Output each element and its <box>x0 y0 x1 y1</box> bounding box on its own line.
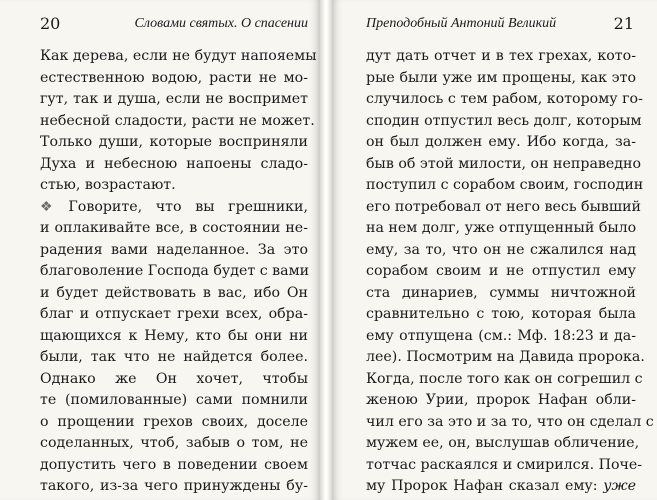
text-line: ему, за то, что он не сжалился над <box>366 241 636 258</box>
text-line: ста динариев, суммы ничтожной <box>366 284 636 301</box>
text-line: Духа и небесною напоены сладо- <box>40 155 308 172</box>
paragraph-start-line <box>40 197 308 219</box>
text-line: мужем ее, он, выслушав обличение, <box>366 435 640 451</box>
right-page <box>332 0 657 500</box>
text-line: такого, из-за чего принуждены бу- <box>40 478 308 494</box>
text-line: Говорите, что вы грешники, <box>68 198 308 215</box>
text-line: му Пророк Нафан сказал ему: <box>366 478 598 494</box>
text-line: тотчас раскаялся и смирился. Поче- <box>366 456 643 473</box>
page-number: 20 <box>40 14 61 33</box>
text-line: соделанных, чтоб, забыв о том, не <box>40 435 308 451</box>
left-page <box>0 0 320 500</box>
last-text-line <box>366 476 636 498</box>
italic-text: уже <box>603 478 636 494</box>
text-line: радения вами наделанное. За это <box>40 241 308 258</box>
text-line: естественною водою, расти не мо- <box>40 69 308 86</box>
text-line: гут, так и душа, если не воспримет <box>40 91 308 107</box>
text-line: Только души, которые восприняли <box>40 134 308 150</box>
text-line: сподин отпустил весь долг, которым <box>366 112 642 129</box>
left-page-header <box>40 14 308 38</box>
text-line: ему отпущена (см.: Мф. 18:23 и да- <box>366 327 636 344</box>
text-line: о прощении грехов своих, доселе <box>40 413 308 430</box>
text-line: были, так что не найдется более. <box>40 349 308 365</box>
text-line: лее). Посмотрим на Давида пророка. <box>366 349 645 365</box>
text-line: и оплакивайте все, в состоянии не- <box>40 220 308 236</box>
text-line: поступил с сорабом своим, господин <box>366 177 644 193</box>
text-line: на нем долг, уже отпущенный было <box>366 220 637 236</box>
right-page-header <box>366 14 634 38</box>
text-line: благоволение Господа будет с вами <box>40 263 310 279</box>
right-page-text <box>366 46 654 498</box>
text-line: женою Урии, пророк Нафан обли- <box>366 392 636 408</box>
text-line: Когда, после того как он согрешил с <box>366 370 643 387</box>
text-line: чил его за это и за то, что он сделал с <box>366 413 654 430</box>
text-line: быв об этой милости, он неправедно <box>366 155 642 172</box>
text-line: сравнительно с тою, которая была <box>366 306 636 322</box>
text-line: стью, возрастают. <box>40 177 176 193</box>
text-line: благ и отпускает грехи всех, обра- <box>40 306 308 322</box>
ornament-icon: ❖ <box>40 198 53 215</box>
text-line: те (помилованные) сами помнили <box>40 392 308 408</box>
text-line: небесной сладости, расти не может. <box>40 112 315 129</box>
left-page-text <box>40 46 317 498</box>
text-line: и будет действовать в вас, ибо Он <box>40 284 308 301</box>
text-line: Как дерева, если не будут напояемы <box>40 48 317 64</box>
text-line: сорабом своим и не отпустил ему <box>366 263 636 279</box>
text-line: Однако же Он хочет, чтобы <box>40 370 308 387</box>
text-line: его потребовал от него весь бывший <box>366 198 641 215</box>
text-line: допустить чего в поведении своем <box>40 456 308 473</box>
running-title: Преподобный Антоний Великий <box>366 16 557 31</box>
running-title: Словами святых. О спасении <box>134 16 308 31</box>
text-line: щающихся к Нему, кто бы они ни <box>40 327 308 344</box>
text-line: случилось с тем рабом, которому го- <box>366 91 643 107</box>
book-gutter <box>320 0 332 500</box>
text-line: рые были уже им прощены, как это <box>366 69 636 86</box>
text-line: он был должен ему. Ибо когда, за- <box>366 134 636 150</box>
text-line: дут дать отчет и в тех грехах, кото- <box>366 48 636 64</box>
page-number: 21 <box>613 14 634 33</box>
